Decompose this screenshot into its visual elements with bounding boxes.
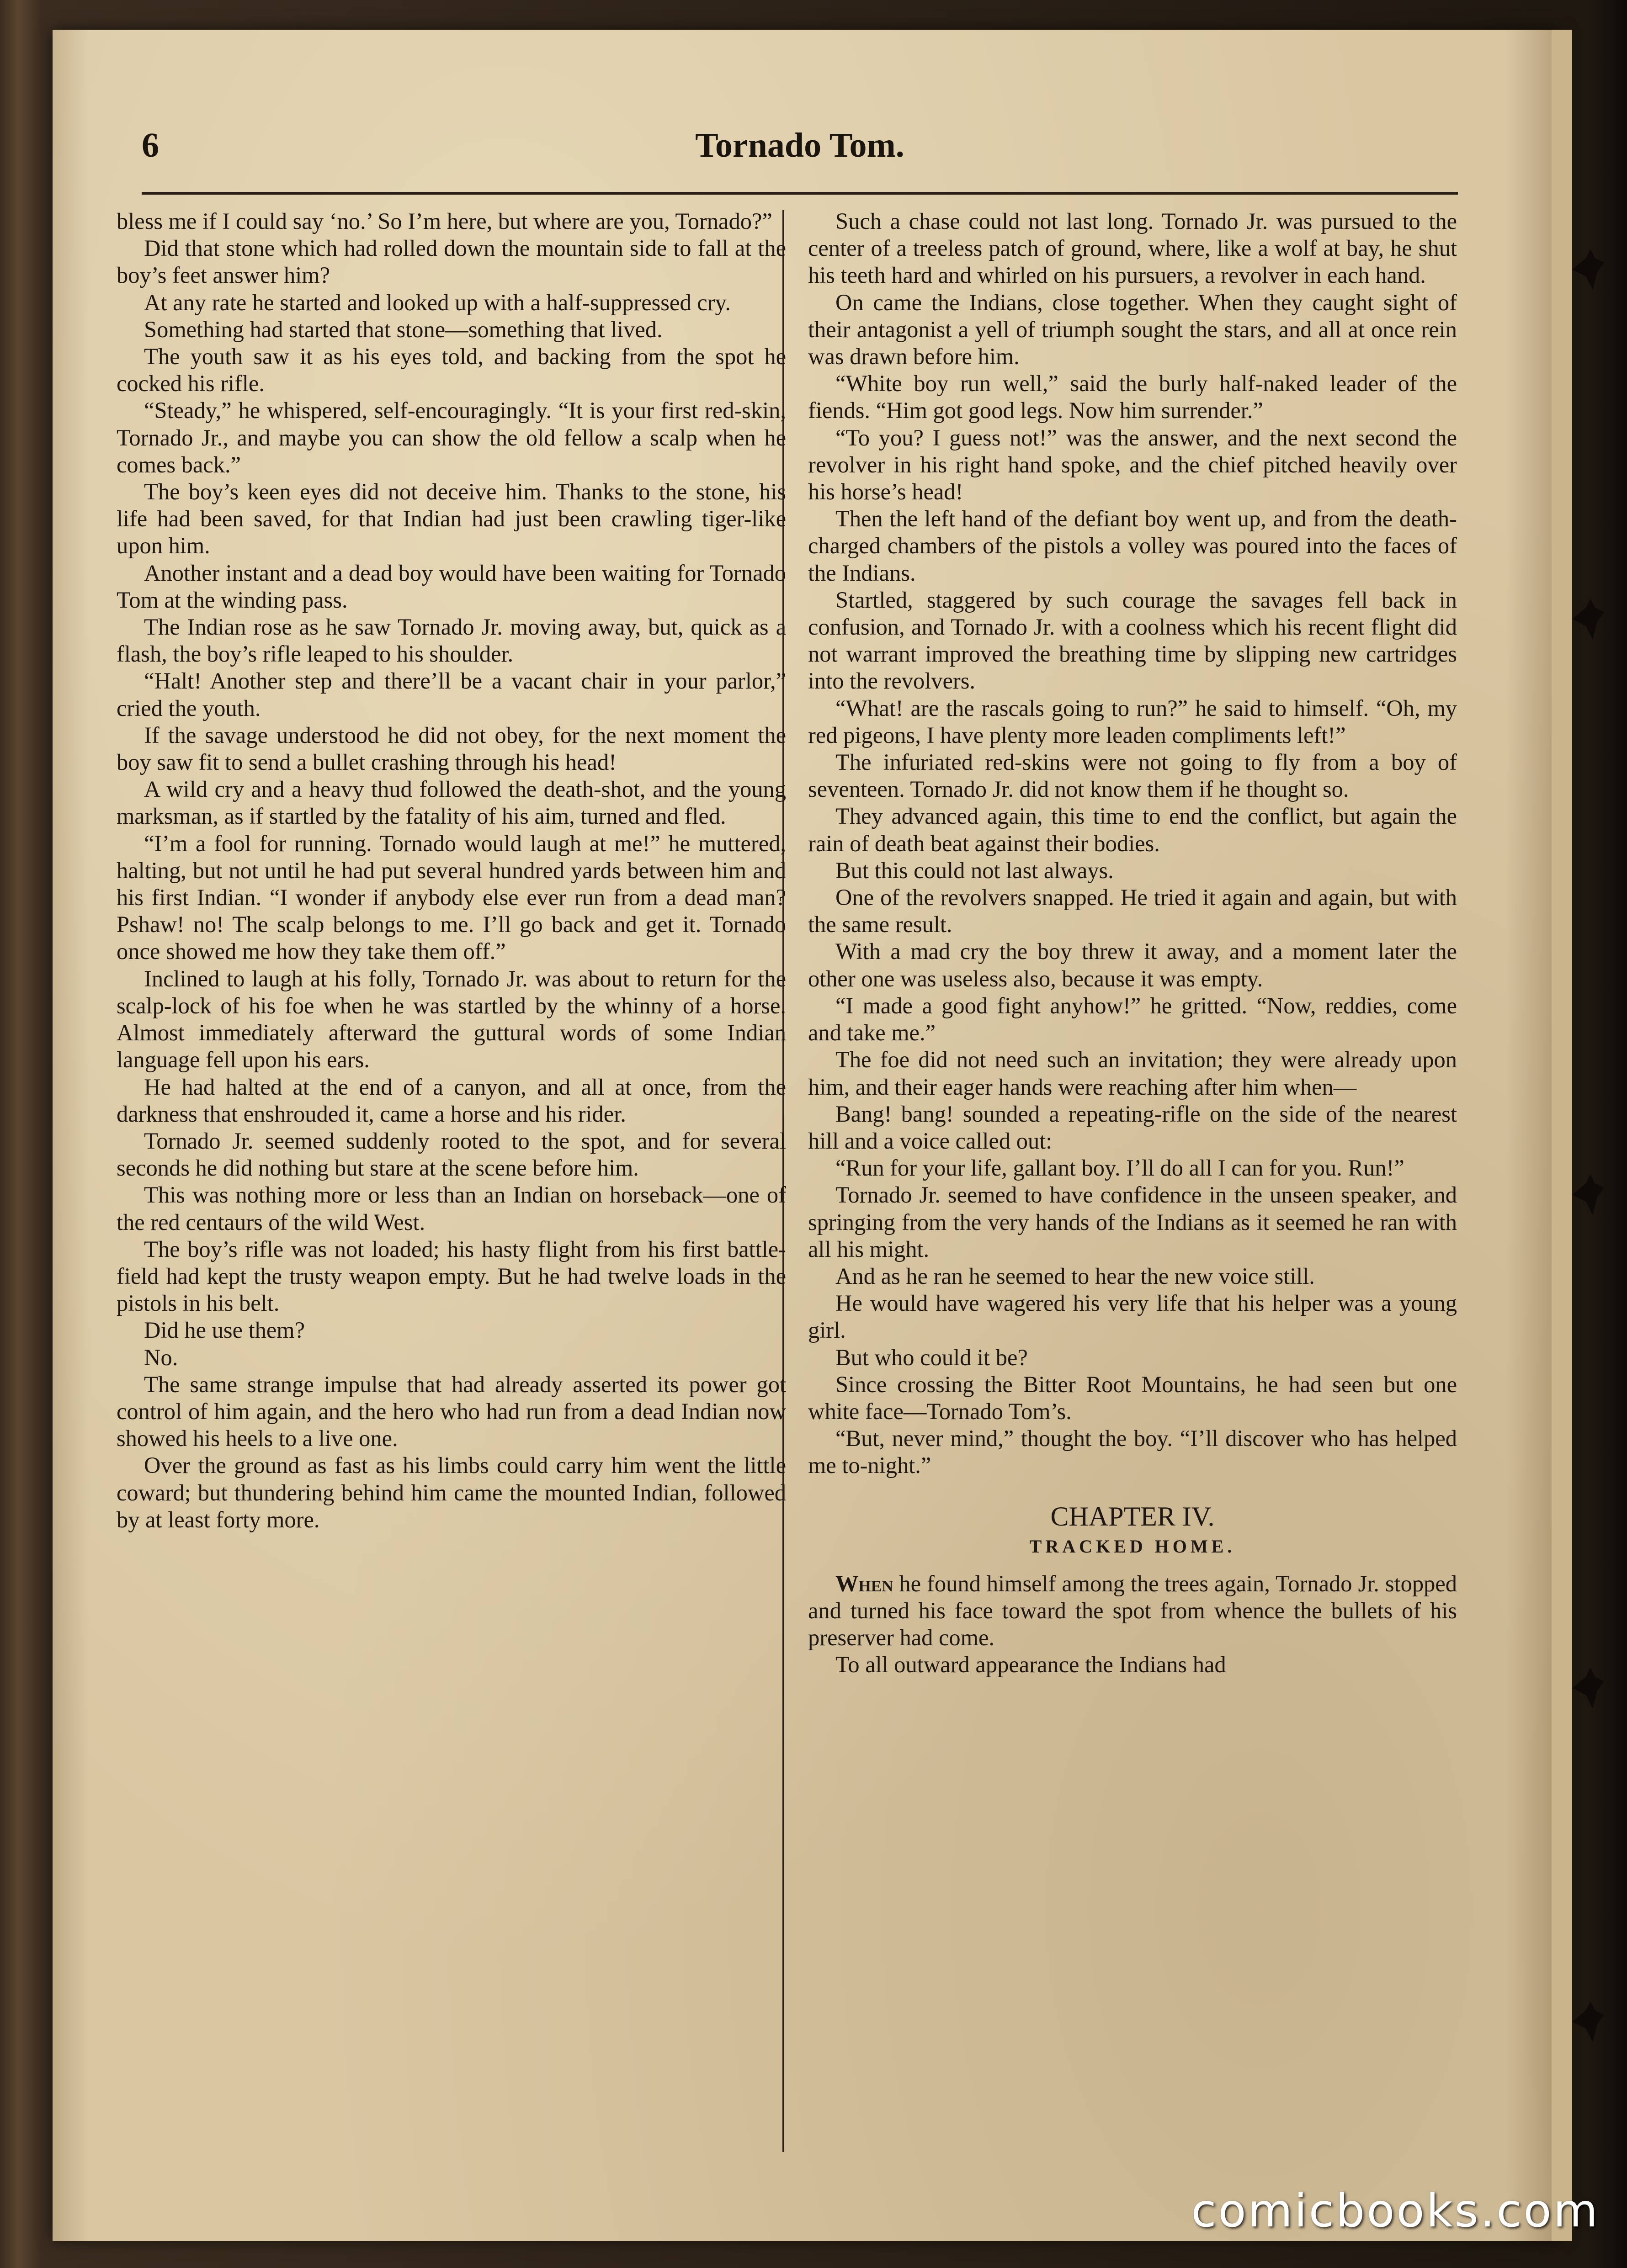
paragraph: Tornado Jr. seemed to have confidence in the unseen speaker, and springing from the very hands of the Indians as it seemed he ran with all his might. — [808, 1182, 1457, 1262]
paragraph: The infuriated red-skins were not going to fly from a boy of seventeen. Tornado Jr. did not know them if he thought so. — [808, 749, 1457, 802]
paragraph: Bang! bang! sounded a repeating-rifle on the side of the nearest hill and a voice called out: — [808, 1101, 1457, 1154]
drop-word: When — [835, 1570, 893, 1596]
left-column — [117, 208, 786, 1533]
header-rule — [142, 192, 1458, 195]
paragraph: One of the revolvers snapped. He tried it again and again, but with the same result. — [808, 885, 1457, 938]
binder-hole-icon — [1572, 249, 1604, 290]
right-column-paragraphs — [808, 208, 1457, 1479]
paragraph: The foe did not need such an invitation; they were already upon him, and their eager hands were reaching after him when— — [808, 1047, 1457, 1100]
paragraph: Then the left hand of the defiant boy went up, and from the death-charged chambers of the pistols a volley was poured into the faces of the Indians. — [808, 506, 1457, 586]
chapter-body — [808, 1570, 1457, 1679]
binder-hole-icon — [1572, 599, 1604, 640]
running-title: Tornado Tom. — [695, 126, 904, 164]
paragraph: No. — [144, 1344, 178, 1370]
page-edge-strip — [1552, 30, 1572, 2241]
right-column — [808, 208, 1457, 1678]
paragraph: A wild cry and a heavy thud followed the death-shot, and the young marksman, as if startled by the fatality of his aim, turned and fled. — [117, 776, 786, 829]
page-number: 6 — [142, 126, 159, 164]
paragraph: With a mad cry the boy threw it away, and a moment later the other one was useless also, because it was empty. — [808, 938, 1457, 991]
paragraph: “Halt! Another step and there’ll be a vacant chair in your parlor,” cried the youth. — [117, 668, 786, 721]
chapter-heading: CHAPTER IV. — [1050, 1501, 1215, 1531]
paragraph: “But, never mind,” thought the boy. “I’ll discover who has helped me to-night.” — [808, 1425, 1457, 1478]
paragraph: Did that stone which had rolled down the mountain side to fall at the boy’s feet answer him? — [117, 235, 786, 288]
paragraph: On came the Indians, close together. When they caught sight of their antagonist a yell of triumph sought the stars, and all at once rein was drawn before him. — [808, 289, 1457, 370]
paragraph: “Run for your life, gallant boy. I’ll do all I can for you. Run!” — [835, 1155, 1404, 1181]
watermark: comicbooks.com — [1191, 2184, 1600, 2237]
paragraph: Did he use them? — [144, 1317, 305, 1343]
paragraph: If the savage understood he did not obey, for the next moment the boy saw fit to send a bullet crashing through his head! — [117, 722, 786, 775]
paragraph: “To you? I guess not!” was the answer, and the next second the revolver in his right hand spoke, and the chief pitched heavily over his horse’s head! — [808, 424, 1457, 505]
paragraph: Inclined to laugh at his folly, Tornado Jr. was about to return for the scalp-lock of his foe when he was startled by the whinny of a horse. Almost immediately afterward the guttural words of some Indian language fell upon his ears. — [117, 965, 786, 1073]
paragraph: He had halted at the end of a canyon, and all at once, from the darkness that enshrouded it, came a horse and his rider. — [117, 1074, 786, 1127]
paragraph: bless me if I could say ‘no.’ So I’m here, but where are you, Tornado?” — [117, 208, 772, 234]
chapter-subheading: TRACKED HOME. — [1029, 1536, 1236, 1557]
paragraph — [808, 1570, 1457, 1652]
page-header — [142, 126, 1458, 180]
paragraph: He would have wagered his very life that his helper was a young girl. — [808, 1290, 1457, 1343]
paragraph: Since crossing the Bitter Root Mountains, he had seen but one white face—Tornado Tom’s. — [808, 1371, 1457, 1424]
paragraph: Such a chase could not last long. Tornado Jr. was pursued to the center of a treeless patch of ground, where, like a wolf at bay, he shut his teeth hard and whirled on his pursuers, a revolver in each hand. — [808, 208, 1457, 288]
paragraph: Startled, staggered by such courage the savages fell back in confusion, and Tornado Jr. with a coolness which his recent flight did not warrant improved the breathing time by slipping new cartridges into the revolvers. — [808, 587, 1457, 694]
paragraph: But this could not last always. — [835, 857, 1114, 883]
paragraph: “What! are the rascals going to run?” he said to himself. “Oh, my red pigeons, I have plenty more leaden compliments left!” — [808, 695, 1457, 748]
paragraph: Tornado Jr. seemed suddenly rooted to the spot, and for several seconds he did nothing but stare at the scene before him. — [117, 1128, 786, 1181]
paragraph: They advanced again, this time to end the conflict, but again the rain of death beat against their bodies. — [808, 803, 1457, 856]
paragraph: The youth saw it as his eyes told, and backing from the spot he cocked his rifle. — [117, 344, 786, 397]
paragraph: But who could it be? — [835, 1344, 1028, 1370]
paragraph: To all outward appearance the Indians had — [835, 1652, 1226, 1678]
paragraph: Something had started that stone—something that lived. — [144, 316, 663, 342]
binder-hole-icon — [1572, 2001, 1604, 2042]
paragraph: “Steady,” he whispered, self-encouragingly. “It is your first red-skin, Tornado Jr., and maybe you can show the old fellow a scalp when he comes back.” — [117, 397, 786, 477]
binder-hole-icon — [1572, 1668, 1604, 1709]
paragraph: The Indian rose as he saw Tornado Jr. moving away, but, quick as a flash, the boy’s rifle leaped to his shoulder. — [117, 614, 786, 667]
binder-hole-icon — [1572, 1174, 1604, 1215]
paragraph-text: he found himself among the trees again, Tornado Jr. stopped and turned his face toward the spot from whence the bullets of his preserver had come. — [808, 1570, 1457, 1650]
paragraph: And as he ran he seemed to hear the new voice still. — [835, 1263, 1315, 1289]
paragraph: “I’m a fool for running. Tornado would laugh at me!” he muttered, halting, but not until he had put several hundred yards between him and his first Indian. “I wonder if anybody else ever run from a dead man? Pshaw! no! The scalp belongs to me. I’ll go back and get it. Tornado once showed me how they take them off.” — [117, 830, 786, 964]
paragraph: The boy’s rifle was not loaded; his hasty flight from his first battle-field had kept the trusty weapon empty. But he had twelve loads in the pistols in his belt. — [117, 1236, 786, 1316]
paragraph: “White boy run well,” said the burly half-naked leader of the fiends. “Him got good legs. Now him surrender.” — [808, 371, 1457, 424]
paragraph: The boy’s keen eyes did not deceive him. Thanks to the stone, his life had been saved, for that Indian had just been crawling tiger-like upon him. — [117, 479, 786, 559]
paragraph: This was nothing more or less than an Indian on horseback—one of the red centaurs of the wild West. — [117, 1182, 786, 1235]
paragraph: The same strange impulse that had already asserted its power got control of him again, and the hero who had run from a dead Indian now showed his heels to a live one. — [117, 1371, 786, 1452]
paragraph: Another instant and a dead boy would have been waiting for Tornado Tom at the winding pass. — [117, 560, 786, 613]
paragraph: At any rate he started and looked up with a half-suppressed cry. — [144, 289, 731, 315]
paragraph: “I made a good fight anyhow!” he gritted. “Now, reddies, come and take me.” — [808, 992, 1457, 1046]
paragraph: Over the ground as fast as his limbs could carry him went the little coward; but thundering behind him came the mounted Indian, followed by at least forty more. — [117, 1452, 786, 1532]
